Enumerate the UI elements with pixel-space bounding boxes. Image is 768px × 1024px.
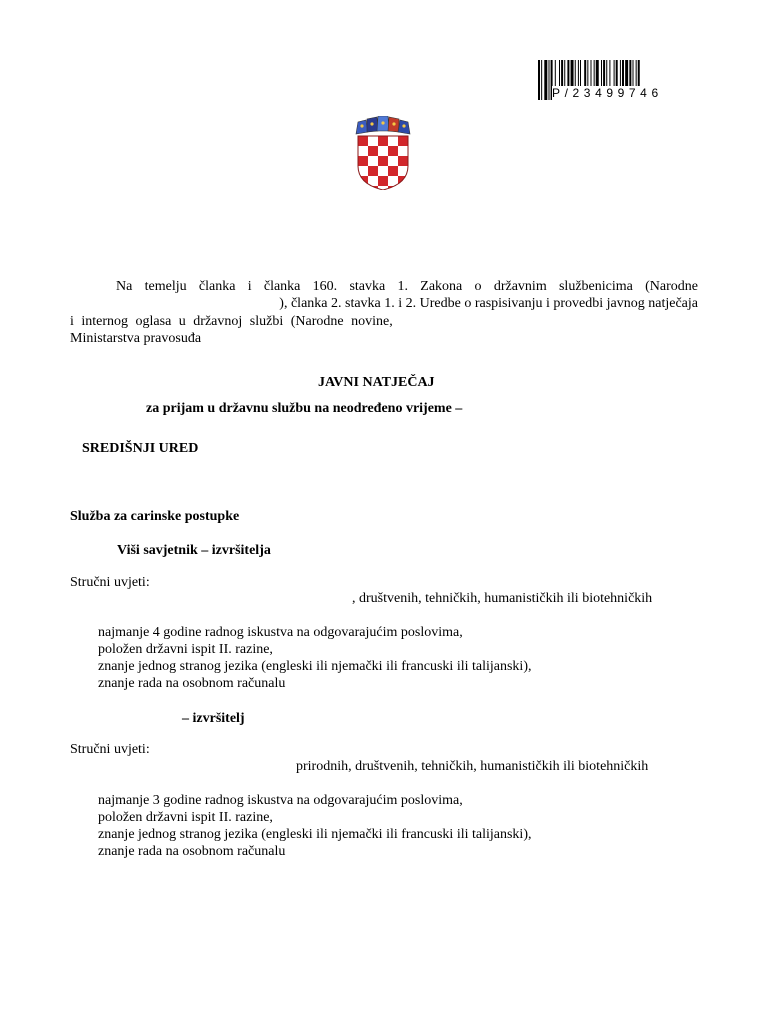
barcode-number: P/23499746	[552, 86, 696, 100]
list-item: znanje jednog stranog jezika (engleski ili njemački ili francuski ili talijanski),	[98, 659, 532, 674]
list-item: znanje jednog stranog jezika (engleski ili njemački ili francuski ili talijanski),	[98, 827, 532, 842]
intro-line-1: Na temelju članka i članka 160. stavka 1. Zakona o državnim službenicima (Narodne	[116, 279, 698, 294]
intro-line-3: i internog oglasa u državnoj službi (Narodne novine,	[70, 314, 393, 329]
intro-line-2: ), članka 2. stavka 1. i 2. Uredbe o raspisivanju i provedbi javnog natječaja	[279, 296, 698, 311]
position-title: – izvršitelj	[182, 711, 245, 726]
croatian-coat-of-arms-icon	[352, 116, 414, 190]
intro-line-4: Ministarstva pravosuđa	[70, 331, 202, 346]
requirements-label: Stručni uvjeti:	[70, 742, 150, 757]
document-subtitle: za prijam u državnu službu na neodređeno vrijeme –	[146, 401, 463, 416]
list-item: položen državni ispit II. razine,	[98, 810, 273, 825]
requirements-line: , društvenih, tehničkih, humanističkih ili biotehničkih	[352, 591, 653, 606]
list-item: znanje rada na osobnom računalu	[98, 844, 286, 859]
list-item: najmanje 3 godine radnog iskustva na odgovarajućim poslovima,	[98, 793, 463, 808]
list-item: položen državni ispit II. razine,	[98, 642, 273, 657]
list-item: znanje rada na osobnom računalu	[98, 676, 286, 691]
requirements-line: prirodnih, društvenih, tehničkih, humanističkih ili biotehničkih	[296, 759, 649, 774]
section-heading: SREDIŠNJI URED	[82, 441, 199, 456]
service-heading: Služba za carinske postupke	[70, 509, 240, 524]
document-title: JAVNI NATJEČAJ	[318, 375, 435, 390]
position-title: Viši savjetnik – izvršitelja	[117, 543, 271, 558]
list-item: najmanje 4 godine radnog iskustva na odgovarajućim poslovima,	[98, 625, 463, 640]
requirements-label: Stručni uvjeti:	[70, 575, 150, 590]
